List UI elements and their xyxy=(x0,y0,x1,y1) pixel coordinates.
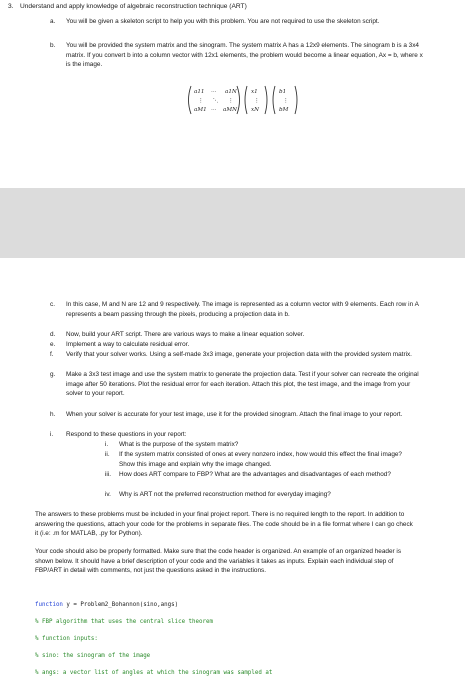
question-title-text: Understand and apply knowledge of algebraic reconstruction technique (ART) xyxy=(20,3,247,10)
vector-entry-b1: b1 xyxy=(279,89,287,95)
subitem-label: i. xyxy=(105,441,109,448)
vector-entry-xn: xN xyxy=(251,107,260,113)
item-text: Verify that your solver works. Using a self-made 3x3 image, generate your projection data with the provided system matrix. xyxy=(66,351,412,358)
item-text: Now, build your ART script. There are various ways to make a linear equation solver. xyxy=(66,331,305,338)
code-signature: y = Problem2_Bohannon(sino,angs) xyxy=(62,601,179,608)
matrix-equation xyxy=(185,84,320,116)
matrix-entry-amn: aMN xyxy=(223,107,237,113)
matrix-dots-horizontal: ··· xyxy=(211,107,217,113)
matrix-dots-horizontal: ··· xyxy=(211,89,217,95)
vector-entry-bm: bM xyxy=(279,107,289,113)
subitem-text: How does ART compare to FBP? What are the advantages and disadvantages of each method? xyxy=(119,471,391,478)
code-comment: % function inputs: xyxy=(35,635,98,642)
item-text: In this case, M and N are 12 and 9 respectively. The image is represented as a column vector with 9 elements. Each row in A represents a beam passing through the pixels, producing a projection data in b. xyxy=(66,301,419,318)
item-label: a. xyxy=(50,18,56,25)
vector-dots: ⋮ xyxy=(254,98,260,104)
code-example xyxy=(35,592,455,695)
page-2 xyxy=(0,300,465,700)
item-label: b. xyxy=(50,42,56,49)
page-separator xyxy=(0,188,465,258)
item-label: d. xyxy=(50,331,56,338)
subitem-text: Why is ART not the preferred reconstruction method for everyday imaging? xyxy=(119,491,331,498)
item-label: g. xyxy=(50,371,56,378)
item-text: Implement a way to calculate residual error. xyxy=(66,341,190,348)
paragraph-code-formatting: Your code should also be properly formatted. Make sure that the code header is organized. An example of an organized header is shown below. It should have a brief description of your code and the variables it takes as inputs. Explain each individual step of FBP/ART in detail with comments, not just the questions asked in the instructions. xyxy=(35,548,402,574)
matrix-entry-a11: a11 xyxy=(194,89,205,95)
subitem-text: If the system matrix consisted of ones at every nonzero index, how would this effect the final image? Show this image and explain why the image changed. xyxy=(119,451,402,468)
code-line-function xyxy=(35,601,455,610)
subitem-label: ii. xyxy=(105,451,110,458)
code-keyword: function xyxy=(35,601,63,608)
matrix-dots-vertical: ⋮ xyxy=(198,98,204,104)
paragraph-report-instructions: The answers to these problems must be included in your final project report. There is no required length to the report. In addition to answering the questions, attach your code for the problems in separate files. The code should be in a file format where I can go check it (i.e: .m for MATLAB, .py for Python). xyxy=(35,511,413,537)
question-number: 3. xyxy=(8,3,14,10)
subitem-label: iv. xyxy=(105,491,111,498)
item-text: When your solver is accurate for your test image, use it for the provided sinogram. Attach the final image to your report. xyxy=(66,411,403,418)
item-label: c. xyxy=(50,301,55,308)
question-title xyxy=(8,3,247,11)
item-text: You will be provided the system matrix and the sinogram. The system matrix A has a 12x9 elements. The sinogram b is a 3x4 matrix. If you convert b into a column vector with 12x1 elements, the problem would become a linear equation, Ax = b, where x is the image. xyxy=(66,42,423,68)
item-label: f. xyxy=(50,351,54,358)
item-label: h. xyxy=(50,411,56,418)
code-comment: % FBP algorithm that uses the central slice theorem xyxy=(35,618,213,625)
page-1 xyxy=(0,0,465,188)
vector-entry-x1: x1 xyxy=(251,89,258,95)
matrix-entry-am1: aM1 xyxy=(194,107,207,113)
item-text: Make a 3x3 test image and use the system matrix to generate the projection data. Test if your solver can recreate the original image after 50 iterations. Plot the residual error for each iteration. Attach this plot, the test image, and the image from your solver to your report. xyxy=(66,371,419,397)
matrix-dots-vertical: ⋮ xyxy=(228,98,234,104)
item-label: e. xyxy=(50,341,56,348)
subitem-text: What is the purpose of the system matrix? xyxy=(119,441,239,448)
code-comment: % sino: the sinogram of the image xyxy=(35,653,151,660)
item-text: Respond to these questions in your report: xyxy=(66,431,187,438)
subitem-label: iii. xyxy=(105,471,112,478)
item-text: You will be given a skeleton script to help you with this problem. You are not required to use the skeleton script. xyxy=(66,18,380,25)
matrix-entry-a1n: a1N xyxy=(225,89,237,95)
matrix-dots-diagonal: ⋱ xyxy=(213,98,219,104)
item-label: i. xyxy=(50,431,54,438)
code-comment: % angs: a vector list of angles at which the sinogram was sampled at xyxy=(35,670,273,677)
vector-dots: ⋮ xyxy=(283,98,289,104)
